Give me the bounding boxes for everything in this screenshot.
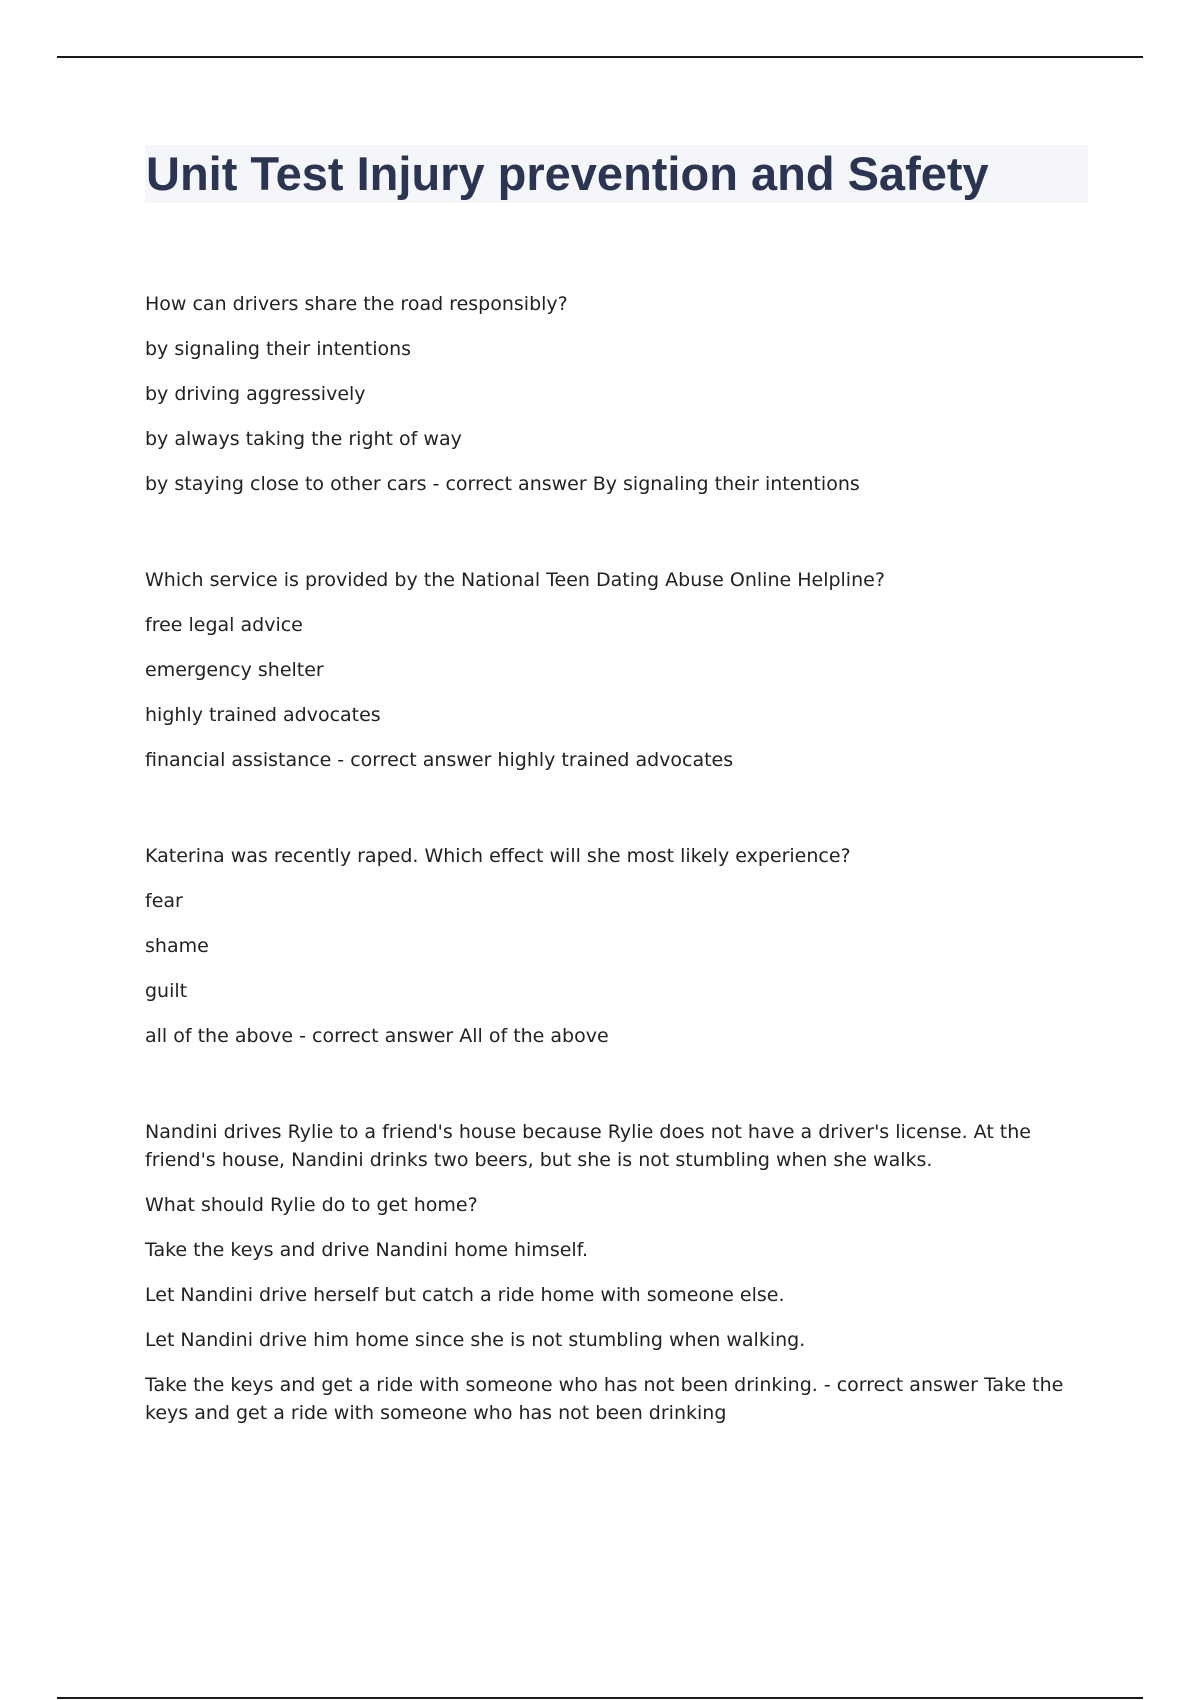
answer-option: free legal advice — [145, 614, 303, 636]
answer-option: shame — [145, 935, 209, 957]
question-block — [145, 290, 1065, 498]
document-title: Unit Test Injury prevention and Safety — [146, 147, 989, 200]
question-block — [145, 566, 1065, 774]
bottom-rule — [57, 1697, 1143, 1699]
question-prompt: Katerina was recently raped. Which effect will she most likely experience? — [145, 845, 851, 867]
question-prompt: Nandini drives Rylie to a friend's house because Rylie does not have a driver's license. At the friend's house, Nandini drinks two beers, but she is not stumbling when she walks. — [145, 1121, 1031, 1171]
question-prompt: Which service is provided by the National Teen Dating Abuse Online Helpline? — [145, 569, 885, 591]
question-subprompt: What should Rylie do to get home? — [145, 1194, 478, 1216]
answer-option: by signaling their intentions — [145, 338, 412, 360]
question-block — [145, 842, 1065, 1050]
document-body — [145, 290, 1065, 1495]
answer-option-with-correct-answer: financial assistance - correct answer highly trained advocates — [145, 749, 734, 771]
answer-option: Let Nandini drive herself but catch a ride home with someone else. — [145, 1284, 785, 1306]
answer-option-with-correct-answer: by staying close to other cars - correct answer By signaling their intentions — [145, 473, 860, 495]
answer-option-with-correct-answer: all of the above - correct answer All of the above — [145, 1025, 609, 1047]
top-rule — [57, 56, 1143, 58]
answer-option: by always taking the right of way — [145, 428, 462, 450]
question-block — [145, 1118, 1065, 1427]
answer-option-with-correct-answer: Take the keys and get a ride with someone who has not been drinking. - correct answer Take the keys and get a ride with someone who has not been drinking — [145, 1374, 1064, 1424]
answer-option: highly trained advocates — [145, 704, 381, 726]
answer-option: Let Nandini drive him home since she is not stumbling when walking. — [145, 1329, 806, 1351]
answer-option: Take the keys and drive Nandini home himself. — [145, 1239, 589, 1261]
question-prompt: How can drivers share the road responsibly? — [145, 293, 568, 315]
answer-option: emergency shelter — [145, 659, 324, 681]
answer-option: guilt — [145, 980, 188, 1002]
answer-option: by driving aggressively — [145, 383, 366, 405]
answer-option: fear — [145, 890, 183, 912]
